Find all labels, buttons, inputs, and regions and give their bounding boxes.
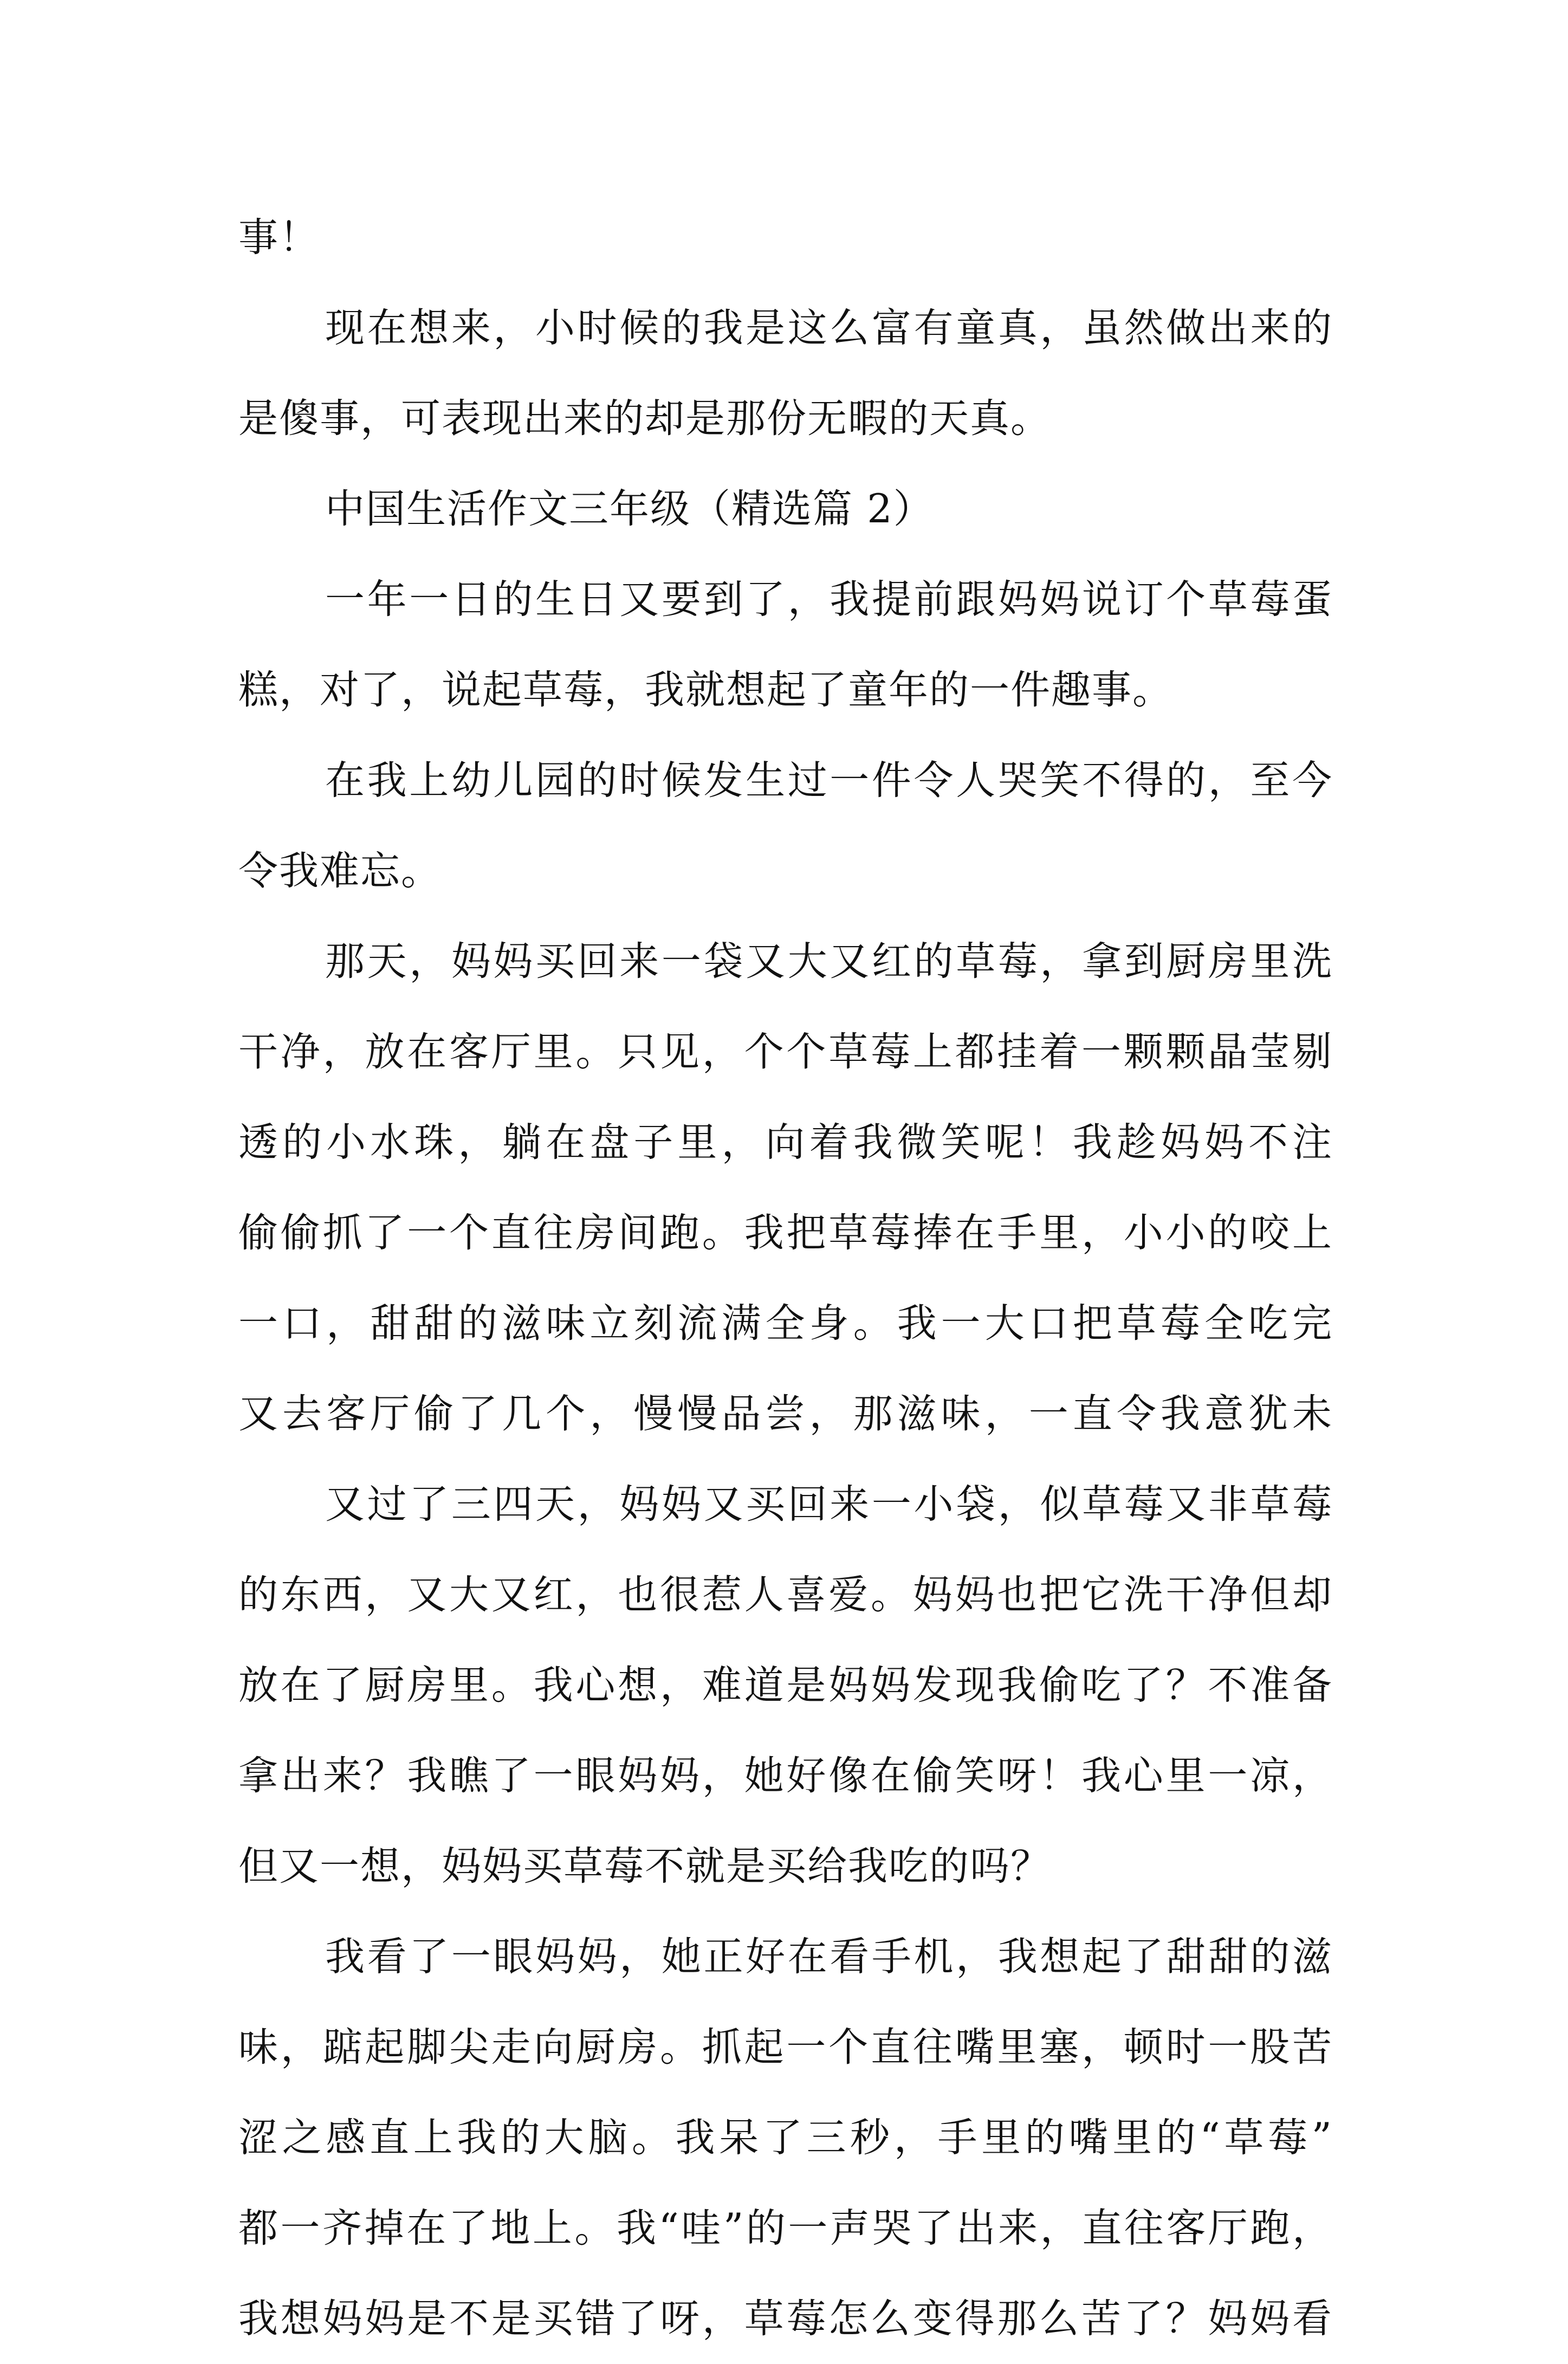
text-line: 的东西，又大又红，也很惹人喜爱。妈妈也把它洗干净但却	[238, 1572, 1333, 1618]
text-line: 放在了厨房里。我心想，难道是妈妈发现我偷吃了？不准备	[238, 1662, 1333, 1708]
text-line: 我想妈妈是不是买错了呀，草莓怎么变得那么苦了？妈妈看	[238, 2296, 1333, 2342]
text-line: 又去客厅偷了几个，慢慢品尝，那滋味，一直令我意犹未	[238, 1391, 1333, 1437]
text-line: 干净，放在客厅里。只见，个个草莓上都挂着一颗颗晶莹剔	[238, 1029, 1333, 1075]
text-line: 一口，甜甜的滋味立刻流满全身。我一大口把草莓全吃完	[238, 1300, 1333, 1346]
text-line: 糕，对了，说起草莓，我就想起了童年的一件趣事。	[238, 667, 1173, 713]
text-line: 令我难忘。	[238, 848, 442, 894]
text-line: 偷偷抓了一个直往房间跑。我把草莓捧在手里，小小的咬上	[238, 1210, 1333, 1256]
text-line: 现在想来，小时候的我是这么富有童真，虽然做出来的	[325, 305, 1333, 351]
text-line: 涩之感直上我的大脑。我呆了三秒，手里的嘴里的“草莓”	[238, 2115, 1333, 2161]
text-line: 味，踮起脚尖走向厨房。抓起一个直往嘴里塞，顿时一股苦	[238, 2024, 1333, 2070]
text-line: 事！	[238, 215, 320, 261]
text-line: 中国生活作文三年级（精选篇 2）	[325, 486, 934, 532]
essay-body	[238, 192, 1333, 2364]
text-line: 是傻事，可表现出来的却是那份无暇的天真。	[238, 396, 1051, 442]
text-line: 那天，妈妈买回来一袋又大又红的草莓，拿到厨房里洗	[325, 938, 1333, 985]
text-line: 都一齐掉在了地上。我“哇”的一声哭了出来，直往客厅跑，	[238, 2205, 1333, 2251]
text-line: 又过了三四天，妈妈又买回来一小袋，似草莓又非草莓	[325, 1481, 1333, 1527]
text-line: 一年一日的生日又要到了，我提前跟妈妈说订个草莓蛋	[325, 577, 1333, 623]
text-line: 但又一想，妈妈买草莓不就是买给我吃的吗？	[238, 1843, 1051, 1889]
text-line: 我看了一眼妈妈，她正好在看手机，我想起了甜甜的滋	[325, 1934, 1333, 1980]
text-line: 拿出来？我瞧了一眼妈妈，她好像在偷笑呀！我心里一凉，	[238, 1753, 1333, 1799]
text-line: 在我上幼儿园的时候发生过一件令人哭笑不得的，至今	[325, 757, 1333, 804]
text-line: 透的小水珠，躺在盘子里，向着我微笑呢！我趁妈妈不注	[238, 1119, 1333, 1165]
